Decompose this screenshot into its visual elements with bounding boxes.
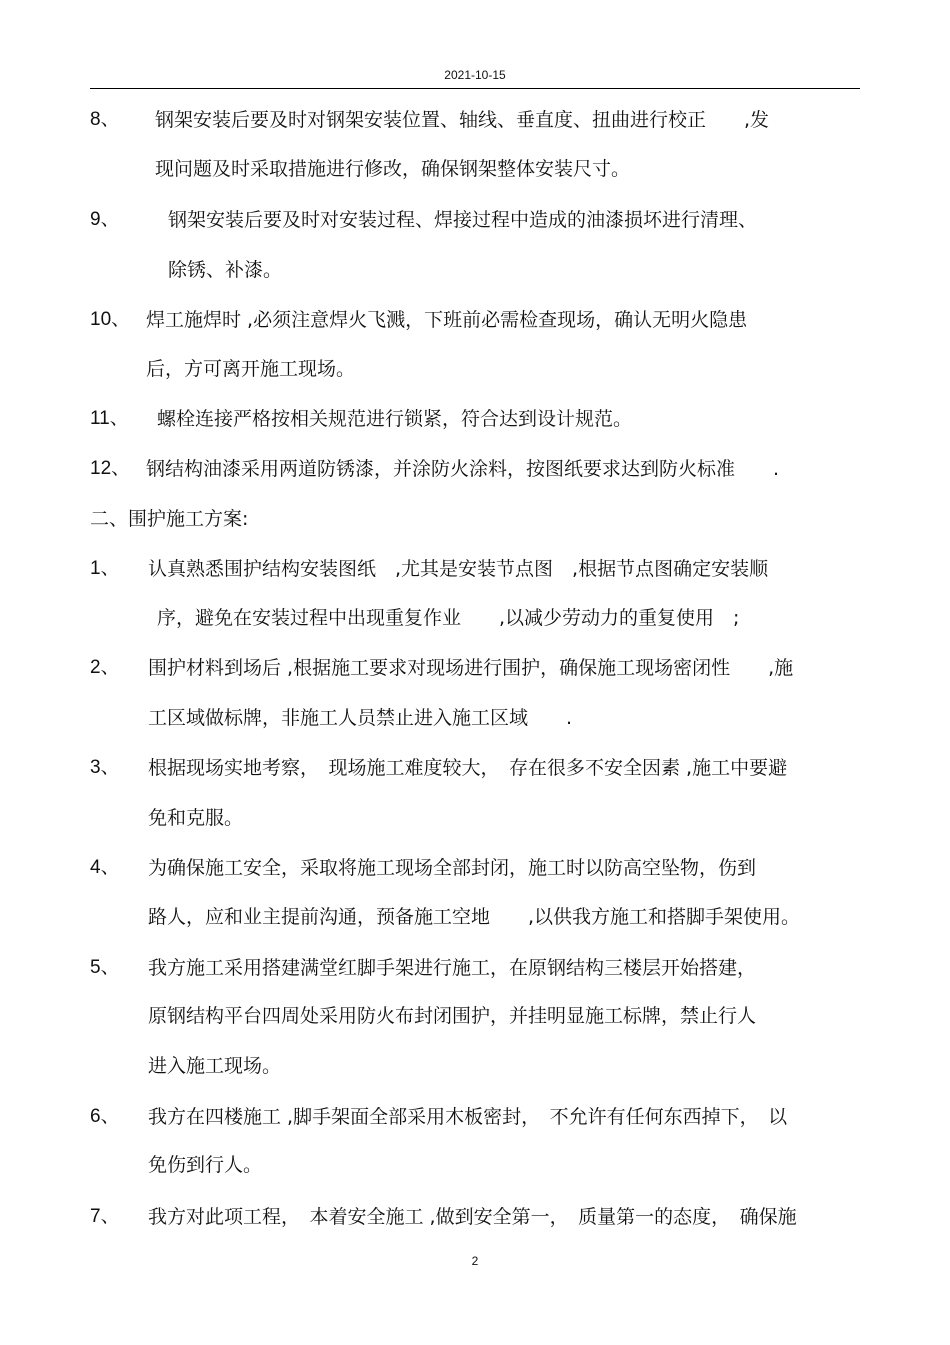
item-text-line: 钢架安装后要及时对钢架安装位置、轴线、垂直度、扭曲进行校正 ,发 — [155, 109, 770, 131]
item-text-line: 根据现场实地考察， 现场施工难度较大， 存在很多不安全因素 ,施工中要避 — [148, 757, 788, 779]
item-text-line: 围护材料到场后 ,根据施工要求对现场进行围护，确保施工现场密闭性 ,施 — [148, 657, 794, 679]
item-number: 11、 — [90, 408, 129, 429]
item-text-line: 钢架安装后要及时对安装过程、焊接过程中造成的油漆损坏进行清理、 — [168, 209, 758, 231]
item-text-line: 原钢结构平台四周处采用防火布封闭围护，并挂明显施工标牌，禁止行人 — [148, 1005, 757, 1027]
item-text-line: 路人，应和业主提前沟通，预备施工空地 ,以供我方施工和搭脚手架使用。 — [148, 906, 801, 928]
item-text-line: 焊工施焊时 ,必须注意焊火飞溅，下班前必需检查现场，确认无明火隐患 — [146, 309, 748, 331]
item-text-line: 为确保施工安全，采取将施工现场全部封闭，施工时以防高空坠物，伤到 — [148, 857, 757, 879]
item-number: 4、 — [90, 857, 120, 878]
item-text-line: 钢结构油漆采用两道防锈漆，并涂防火涂料，按图纸要求达到防火标准 . — [146, 458, 780, 480]
item-number: 1、 — [90, 558, 120, 579]
header-rule — [90, 88, 860, 89]
item-number: 2、 — [90, 657, 120, 678]
item-text-line: 免和克服。 — [148, 807, 244, 829]
item-text-line: 进入施工现场。 — [148, 1055, 282, 1077]
item-text-line: 除锈、补漆。 — [168, 259, 283, 281]
item-text-line: 螺栓连接严格按相关规范进行锁紧，符合达到设计规范。 — [157, 408, 633, 430]
item-text-line: 我方在四楼施工 ,脚手架面全部采用木板密封， 不允许有任何东西掉下， 以 — [148, 1106, 788, 1128]
item-number: 3、 — [90, 757, 120, 778]
item-number: 7、 — [90, 1206, 120, 1227]
item-number: 10、 — [90, 309, 131, 330]
item-text-line: 工区域做标牌，非施工人员禁止进入施工区域 . — [148, 707, 573, 729]
item-text-line: 后，方可离开施工现场。 — [146, 358, 356, 380]
item-text-line: 我方施工采用搭建满堂红脚手架进行施工，在原钢结构三楼层开始搭建， — [148, 957, 757, 979]
header-date: 2021-10-15 — [444, 68, 506, 82]
item-number: 9、 — [90, 209, 120, 230]
item-number: 12、 — [90, 458, 131, 479]
item-text-line: 免伤到行人。 — [148, 1154, 263, 1176]
item-text-line: 我方对此项工程， 本着安全施工 ,做到安全第一， 质量第一的态度， 确保施 — [148, 1206, 797, 1228]
page-number: 2 — [471, 1254, 479, 1268]
section-title: 二、围护施工方案: — [90, 508, 249, 530]
item-number: 8、 — [90, 109, 120, 130]
item-text-line: 序，避免在安装过程中出现重复作业 ,以减少劳动力的重复使用 ; — [157, 607, 740, 629]
item-number: 6、 — [90, 1106, 120, 1127]
item-text-line: 现问题及时采取措施进行修改，确保钢架整体安装尺寸。 — [155, 158, 631, 180]
item-text-line: 认真熟悉围护结构安装图纸 ,尤其是安装节点图 ,根据节点图确定安装顺 — [148, 558, 769, 580]
item-number: 5、 — [90, 957, 120, 978]
